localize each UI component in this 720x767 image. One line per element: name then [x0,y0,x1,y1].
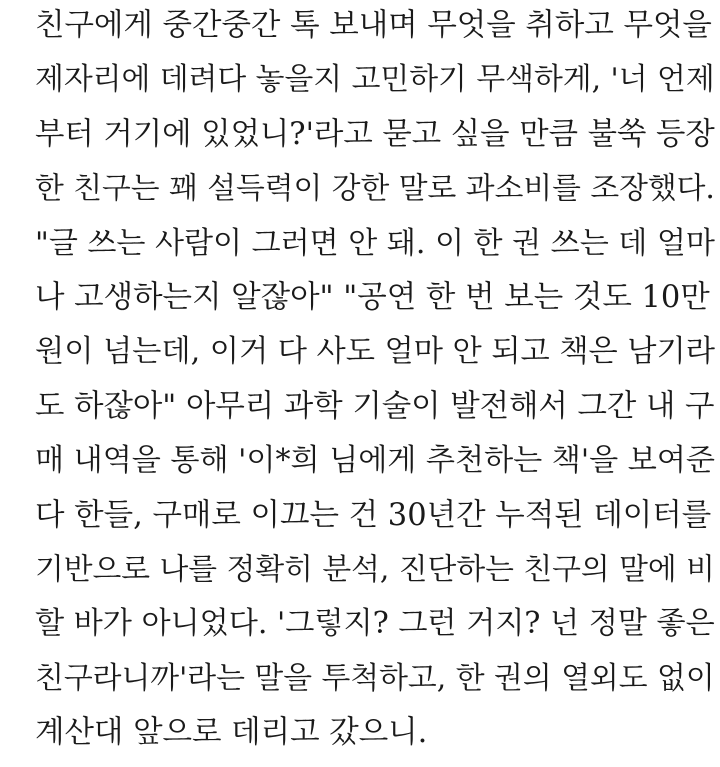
text-line: "글 쓰는 사람이 그러면 안 돼. 이 한 권 쓰는 데 얼마 [35,225,715,261]
text-line: 원이 넘는데, 이거 다 사도 얼마 안 되고 책은 남기라 [35,334,715,370]
text-line: 한 친구는 꽤 설득력이 강한 말로 과소비를 조장했다. [35,171,715,207]
text-line: 다 한들, 구매로 이끄는 건 30년간 누적된 데이터를 [35,497,712,533]
text-line: 친구에게 중간중간 톡 보내며 무엇을 취하고 무엇을 [35,8,712,43]
text-line: 부터 거기에 있었니?'라고 묻고 싶을 만큼 불쑥 등장 [35,116,715,152]
text-line: 할 바가 아니었다. '그렇지? 그런 거지? 넌 정말 좋은 [35,606,715,642]
text-line: 친구라니까'라는 말을 투척하고, 한 권의 열외도 없이 [35,660,715,696]
text-line: 나 고생하는지 알잖아" "공연 한 번 보는 것도 10만 [35,279,710,315]
text-line: 제자리에 데려다 놓을지 고민하기 무색하게, '너 언제 [35,62,715,98]
text-line: 도 하잖아" 아무리 과학 기술이 발전해서 그간 내 구 [35,388,715,424]
text-line: 계산대 앞으로 데리고 갔으니. [35,715,428,751]
body-paragraph [35,0,715,760]
text-line: 기반으로 나를 정확히 분석, 진단하는 친구의 말에 비 [35,551,715,587]
text-line: 매 내역을 통해 '이*희 님에게 추천하는 책'을 보여준 [35,443,715,479]
text-page [35,0,715,760]
